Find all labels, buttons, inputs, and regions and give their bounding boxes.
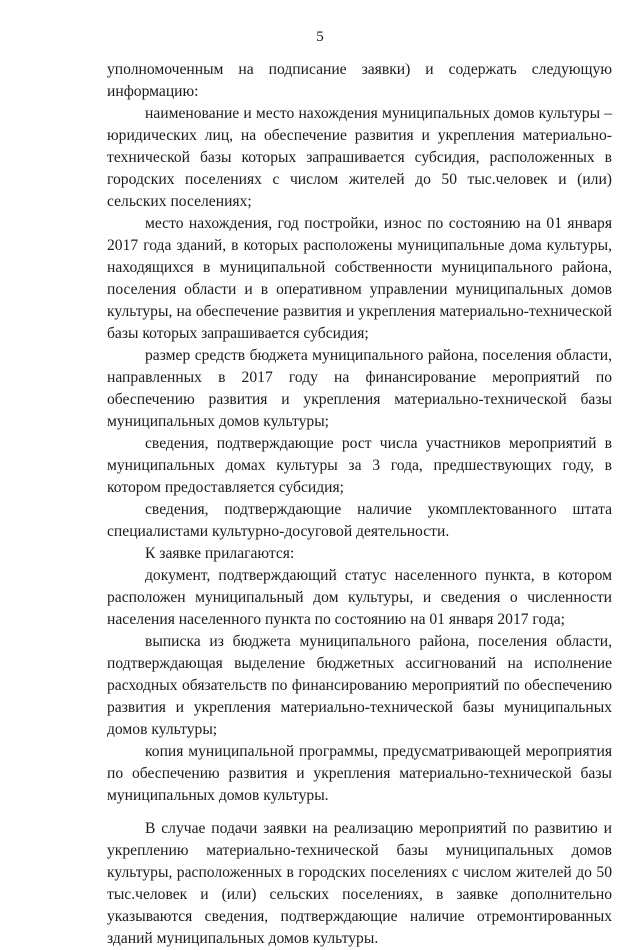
paragraph-item-names-locations: наименование и место нахождения муниципальных домов культуры – юридических лиц, на обеспечение развития и укрепления материально-технической базы которых запрашивается субсидия, расположенных в городских поселениях с числом жителей до 50 тыс.человек и (или) сельских поселениях; xyxy=(107,105,612,210)
paragraph-attachment-status-document: документ, подтверждающий статус населенного пункта, в котором расположен муниципальный дом культуры, и сведения о численности населения населенного пункта по состоянию на 01 января 2017 года; xyxy=(107,567,612,628)
page-number: 5 xyxy=(316,29,324,45)
document-body xyxy=(107,59,612,950)
paragraph-item-staff: сведения, подтверждающие наличие укомплектованного штата специалистами культурно-досуговой деятельности. xyxy=(107,501,612,540)
paragraph-item-buildings: место нахождения, год постройки, износ по состоянию на 01 января 2017 года зданий, в которых расположены муниципальные дома культуры, находящихся в муниципальной собственности муниципального района, поселения области и в оперативном управлении муниципальных домов культуры, на обеспечение развития и укрепления материально-технической базы которых запрашивается субсидия; xyxy=(107,215,612,342)
paragraph-item-budget: размер средств бюджета муниципального района, поселения области, направленных в 2017 году на финансирование мероприятий по обеспечению развития и укрепления материально-технической базы муниципальных домов культуры; xyxy=(107,347,612,430)
paragraph-attachment-budget-extract: выписка из бюджета муниципального района, поселения области, подтверждающая выделение бюджетных ассигнований на исполнение расходных обязательств по финансированию мероприятий по обеспечению развития и укрепления материально-технической базы муниципальных домов культуры; xyxy=(107,633,612,738)
paragraph-attachments-heading: К заявке прилагаются: xyxy=(145,545,295,562)
paragraph-renovation-case: В случае подачи заявки на реализацию мероприятий по развитию и укреплению материально-технической базы муниципальных домов культуры, расположенных в городских поселениях с числом жителей до 50 тыс.человек и (или) сельских поселениях, в заявке дополнительно указываются сведения, подтверждающие наличие отремонтированных зданий муниципальных домов культуры. xyxy=(107,820,612,947)
paragraph-attachment-program-copy: копия муниципальной программы, предусматривающей мероприятия по обеспечению развития и укрепления материально-технической базы муниципальных домов культуры. xyxy=(107,743,612,804)
paragraph-item-participants-growth: сведения, подтверждающие рост числа участников мероприятий в муниципальных домах культуры за 3 года, предшествующих году, в котором предоставляется субсидия; xyxy=(107,435,612,496)
paragraph-intro-continuation: уполномоченным на подписание заявки) и содержать следующую информацию: xyxy=(107,61,612,100)
